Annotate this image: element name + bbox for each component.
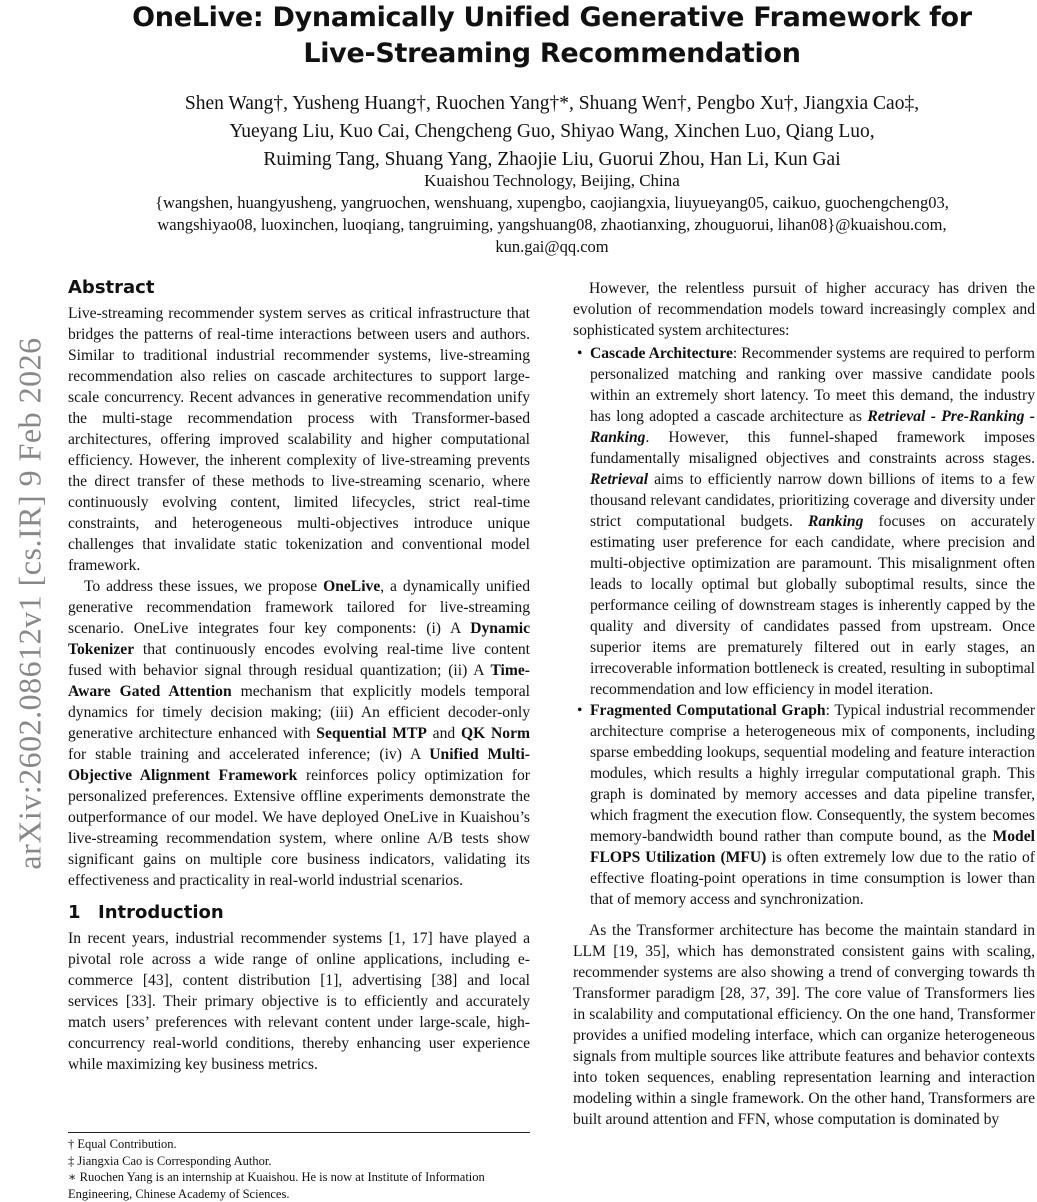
bold-term: OneLive: [323, 578, 381, 595]
title-line: OneLive: Dynamically Unified Generative Framework for: [132, 2, 972, 33]
bold-term: Sequential MTP: [316, 725, 427, 742]
text-run: : Recommender systems are required to perform personalized matching and ranking over massive candidate pools within an extremely short latency. To meet this demand, the industry has long adopted a cascade architecture as: [590, 345, 1035, 425]
text-run: and: [426, 725, 461, 742]
affiliation: [60, 170, 1037, 258]
affiliation-name: Kuaishou Technology, Beijing, China: [424, 171, 680, 190]
bold-term: Ranking: [807, 513, 864, 530]
paragraph: [68, 303, 530, 576]
bold-term: Retrieval: [590, 471, 649, 488]
section-title: Abstract: [68, 277, 155, 298]
author-line: Shen Wang†, Yusheng Huang†, Ruochen Yang†*, Shuang Wen†, Pengbo Xu†, Jiangxia Cao‡,: [184, 93, 920, 114]
bold-term: Cascade Architecture: [590, 345, 733, 362]
text-run: Live-streaming recommender system serves as critical infrastructure that bridges the patterns of real-time interactions between users and authors. Similar to traditional industrial recommender systems, live-streaming recommendation also relies on cascade architectures to support large-scale concurrency. Recent advances in generative recommendation unify the multi-stage recommendation process with Transformer-based architectures, offering improved scalability and higher computational efficiency. However, the inherent complexity of live-streaming prevents the direct transfer of these methods to live-streaming scenario, where continuously evolving content, limited lifecycles, strict real-time constraints, and heterogeneous multi-objectives introduce unique challenges that invalidate static tokenization and conventional model framework.: [68, 305, 530, 574]
text-run: aims to efficiently narrow down billions of items to a few thousand relevant candidates, prioritizing coverage and diversity under strict computational budgets.: [590, 471, 1035, 530]
bold-term: Retrieval - Pre-Ranking - Ranking: [590, 408, 1035, 446]
footnote: † Equal Contribution.: [68, 1137, 177, 1151]
text-run: As the Transformer architecture has become the maintain standard in LLM [19, 35], which has demonstrated consistent gains with scaling, recommender systems are also showing a trend of converging towards th Transformer paradigm [28, 37, 39]. The core value of Transformers lies in scalability and computational efficiency. On the one hand, Transformer provides a unified modeling interface, which can organize heterogeneous signals from multiple sources like attribute features and behavior contexts into token sequences, enabling representation learning and interaction modeling within a single framework. On the other hand, Transformers are built around attention and FFN, whose computation is dominated by: [573, 922, 1035, 1128]
text-run: that continuously encodes evolving real-time live content fused with behavior signal through residual quantization; (ii) A: [68, 641, 530, 679]
text-run: reinforces policy optimization for personalized preferences. Extensive offline experiments demonstrate the outperformance of our model. We have deployed OneLive in Kuaishou’s live-streaming recommendation system, where online A/B tests show significant gains on multiple core business indicators, validating its effectiveness and practicality in real-world industrial scenarios.: [68, 767, 530, 889]
email-line: wangshiyao08, luoxinchen, luoqiang, tangruiming, yangshuang08, zhaotianxing, zhouguorui, lihan08}@kuaishou.com,: [157, 215, 947, 234]
footnote: ∗ Ruochen Yang is an internship at Kuaishou. He is now at Institute of Information Engineering, Chinese Academy of Sciences.: [68, 1170, 485, 1201]
left-column: [68, 276, 530, 1075]
text-run: is often extremely low due to the ratio of effective floating-point operations in time consumption is lower than that of memory access and synchronization.: [590, 849, 1035, 908]
right-column: [573, 278, 1035, 1130]
author-line: Ruiming Tang, Shuang Yang, Zhaojie Liu, Guorui Zhou, Han Li, Kun Gai: [263, 149, 841, 170]
footnote: ‡ Jiangxia Cao is Corresponding Author.: [68, 1153, 272, 1168]
bold-term: Unified Multi-Objective Alignment Framework: [68, 746, 530, 784]
title-line: Live-Streaming Recommendation: [303, 38, 801, 69]
paragraph: [68, 576, 530, 891]
text-run: mechanism that explicitly models temporal dynamics for timely decision making; (iii) An efficient decoder-only generative architecture enhanced with: [68, 683, 531, 742]
text-run: : Typical industrial recommender architecture comprise a heterogeneous mix of components, including sparse embedding lookups, sequential modeling and feature interaction modules, which results a highly irregular computational graph. This graph is dominated by memory accesses and data pipeline transfer, which fragment the execution flow. Consequently, the system becomes memory-bandwidth bound rather than compute bound, as the: [590, 702, 1036, 845]
section-title: Introduction: [98, 902, 224, 923]
bold-term: Time-Aware Gated Attention: [68, 662, 530, 700]
section-heading: [68, 901, 530, 925]
email-line: {wangshen, huangyusheng, yangruochen, wenshuang, xupengbo, caojiangxia, liuyueyang05, caikuo, guochengcheng03,: [155, 193, 949, 212]
paragraph: [573, 920, 1035, 1130]
bullet-list: [573, 343, 1035, 910]
text-run: However, the relentless pursuit of higher accuracy has driven the evolution of recommendation models toward increasingly complex and sophisticated system architectures:: [573, 280, 1035, 339]
text-run: , a dynamically unified generative recommendation framework tailored for live-streaming scenario. OneLive integrates four key components: (i) A: [68, 578, 530, 637]
paper-title: [60, 0, 1037, 72]
bold-term: Fragmented Computational Graph: [590, 702, 826, 719]
bullet-item: [573, 700, 1035, 910]
author-line: Yueyang Liu, Kuo Cai, Chengcheng Guo, Shiyao Wang, Xinchen Luo, Qiang Luo,: [229, 121, 875, 142]
spacer: [573, 910, 1035, 920]
paragraph: [68, 928, 530, 1075]
arxiv-identifier: arXiv:2602.08612v1 [cs.IR] 9 Feb 2026: [11, 337, 48, 870]
bullet-item: [573, 343, 1035, 700]
email-line: kun.gai@qq.com: [495, 237, 609, 256]
text-run: for stable training and accelerated inference; (iv) A: [68, 746, 430, 763]
footnotes: [68, 1132, 530, 1202]
spacer: [68, 891, 530, 901]
section-number: 1: [68, 902, 81, 923]
text-run: focuses on accurately estimating user preference for each candidate, where precision and multi-objective optimization are paramount. This misalignment often leads to locally optimal but globally suboptimal results, since the performance ceiling of downstream stages is inherently capped by the quality and diversity of candidates passed from upstream. Once superior items are prematurely filtered out in early stages, an irrecoverable information bottleneck is created, resulting in suboptimal recommendation and low efficiency in model iteration.: [590, 513, 1035, 698]
text-run: In recent years, industrial recommender systems [1, 17] have played a pivotal role across a wide range of online applications, including e-commerce [43], content distribution [1], advertising [38] and local services [33]. Their primary objective is to efficiently and accurately match users’ preferences with relevant content under large-scale, high-concurrency real-world conditions, thereby enhancing user experience while maximizing key business metrics.: [68, 930, 530, 1073]
bold-term: Dynamic Tokenizer: [68, 620, 530, 658]
author-list: [60, 90, 1037, 174]
text-run: To address these issues, we propose: [84, 578, 324, 595]
paragraph: [573, 278, 1035, 341]
text-run: . However, this funnel-shaped framework imposes fundamentally misaligned objectives and constraints across stages.: [590, 429, 1035, 467]
bold-term: Model FLOPS Utilization (MFU): [590, 828, 1035, 866]
bold-term: QK Norm: [460, 725, 530, 742]
section-heading: [68, 276, 530, 300]
